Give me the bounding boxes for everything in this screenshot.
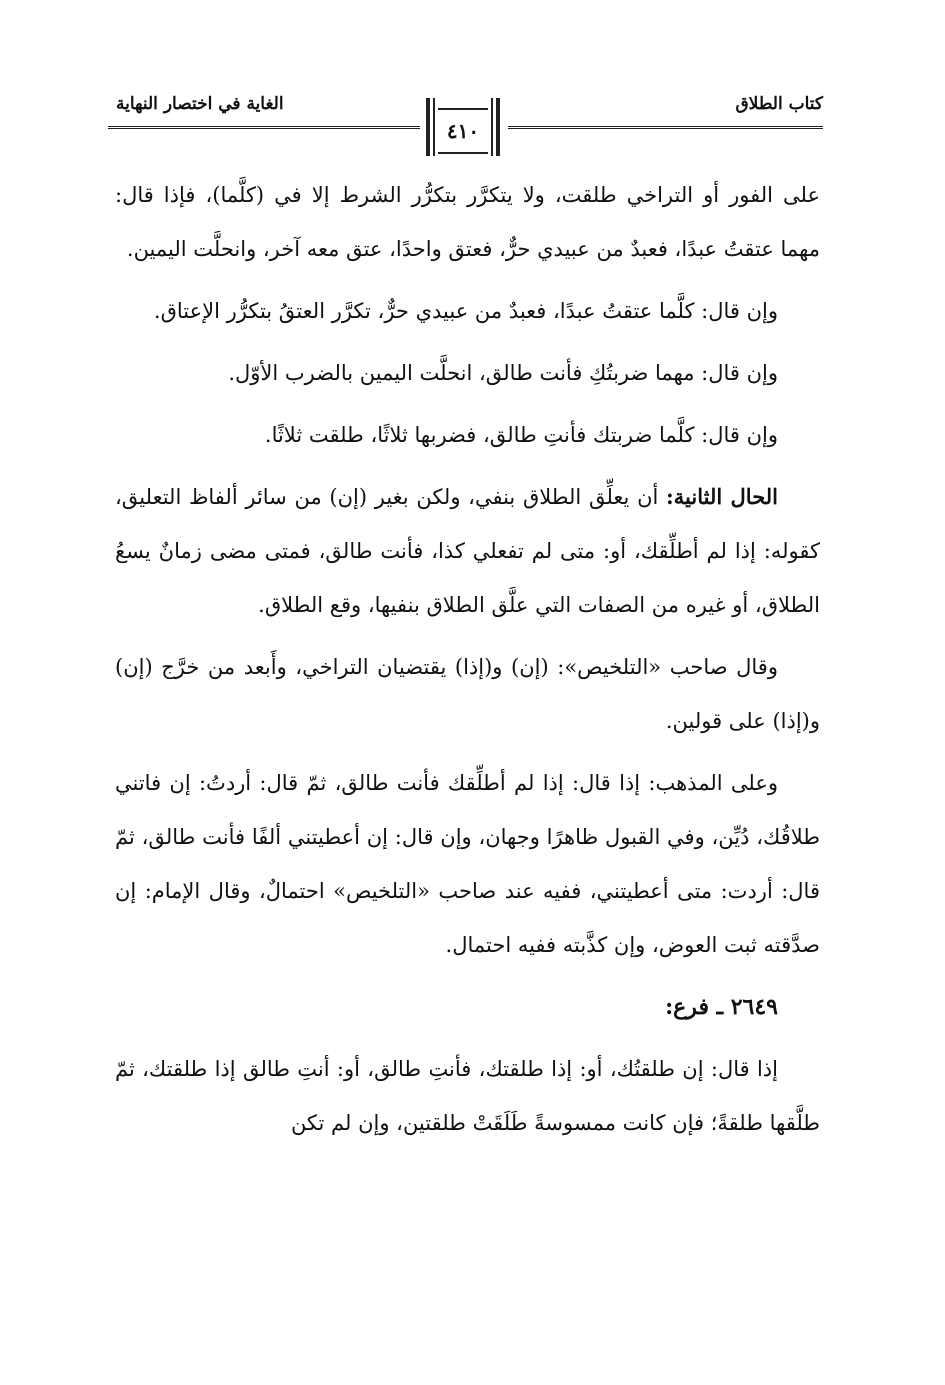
book-title: الغاية في اختصار النهاية [116,94,284,114]
paragraph: وعلى المذهب: إذا قال: إذا لم أطلِّقك فأنت طالق، ثمّ قال: أردتُ: إن فاتني طلاقُك، دُيِّن، وفي القبول ظاهرًا وجهان، وإن قال: إن أعطيتني ألفًا فأنت طالق، ثمّ قال: أردت: متى أعطيتني، ففيه عند صاحب «التلخيص» احتمالٌ، وقال الإمام: إن صدَّقته ثبت العوض، وإن كذَّبته ففيه احتمال. [115,771,820,957]
section-heading: ٢٦٤٩ ـ فرع: [665,994,778,1020]
frame-bar [491,98,493,156]
paragraph: وقال صاحب «التلخيص»: (إن) و(إذا) يقتضيان التراخي، وأَبعد من خرَّج (إن) و(إذا) على قولين. [115,655,820,733]
paragraph [115,470,820,632]
page-number-frame [426,92,500,158]
paragraph: وإن قال: كلَّما عتقتُ عبدًا، فعبدٌ من عبيدي حرٌّ، تكرَّر العتقُ بتكرُّر الإعتاق. [153,299,778,323]
paragraph-text: أن يعلِّق الطلاق بنفي، ولكن بغير (إن) من سائر ألفاظ التعليق، كقوله: إذا لم أطلِّقك، أو: متى لم تفعلي كذا، فأنت طالق، فمتى مضى زمانٌ يسعُ الطلاق، أو غيره من الصفات التي علَّق الطلاق بنفيها، وقع الطلاق. [115,485,820,617]
paragraph: وإن قال: كلَّما ضربتك فأنتِ طالق، فضربها ثلاثًا، طلقت ثلاثًا. [264,423,778,447]
paragraph: على الفور أو التراخي طلقت، ولا يتكرَّر بتكرُّر الشرط إلا في (كلَّما)، فإذا قال: مهما عتقتُ عبدًا، فعبدٌ من عبيدي حرٌّ، فعتق واحدًا، عتق معه آخر، وانحلَّت اليمين. [115,183,820,261]
frame-bar [426,98,430,156]
paragraph: إذا قال: إن طلقتُك، أو: إذا طلقتك، فأنتِ طالق، أو: أنتِ طالق إذا طلقتك، ثمّ طلَّقها طلقةً؛ فإن كانت ممسوسةً طَلَقَتْ طلقتين، وإن لم تكن [115,1057,820,1135]
page-header [108,92,823,162]
frame-bar [496,98,500,156]
page-body [115,168,820,1158]
chapter-title: كتاب الطلاق [735,94,823,114]
header-rule-left [108,126,420,129]
page-number: ٤١٠ [438,108,488,154]
header-rule-right [508,126,823,129]
paragraph: وإن قال: مهما ضربتُكِ فأنت طالق، انحلَّت اليمين بالضرب الأوّل. [228,361,778,385]
section-label: الحال الثانية: [666,484,778,509]
frame-bar [433,98,435,156]
